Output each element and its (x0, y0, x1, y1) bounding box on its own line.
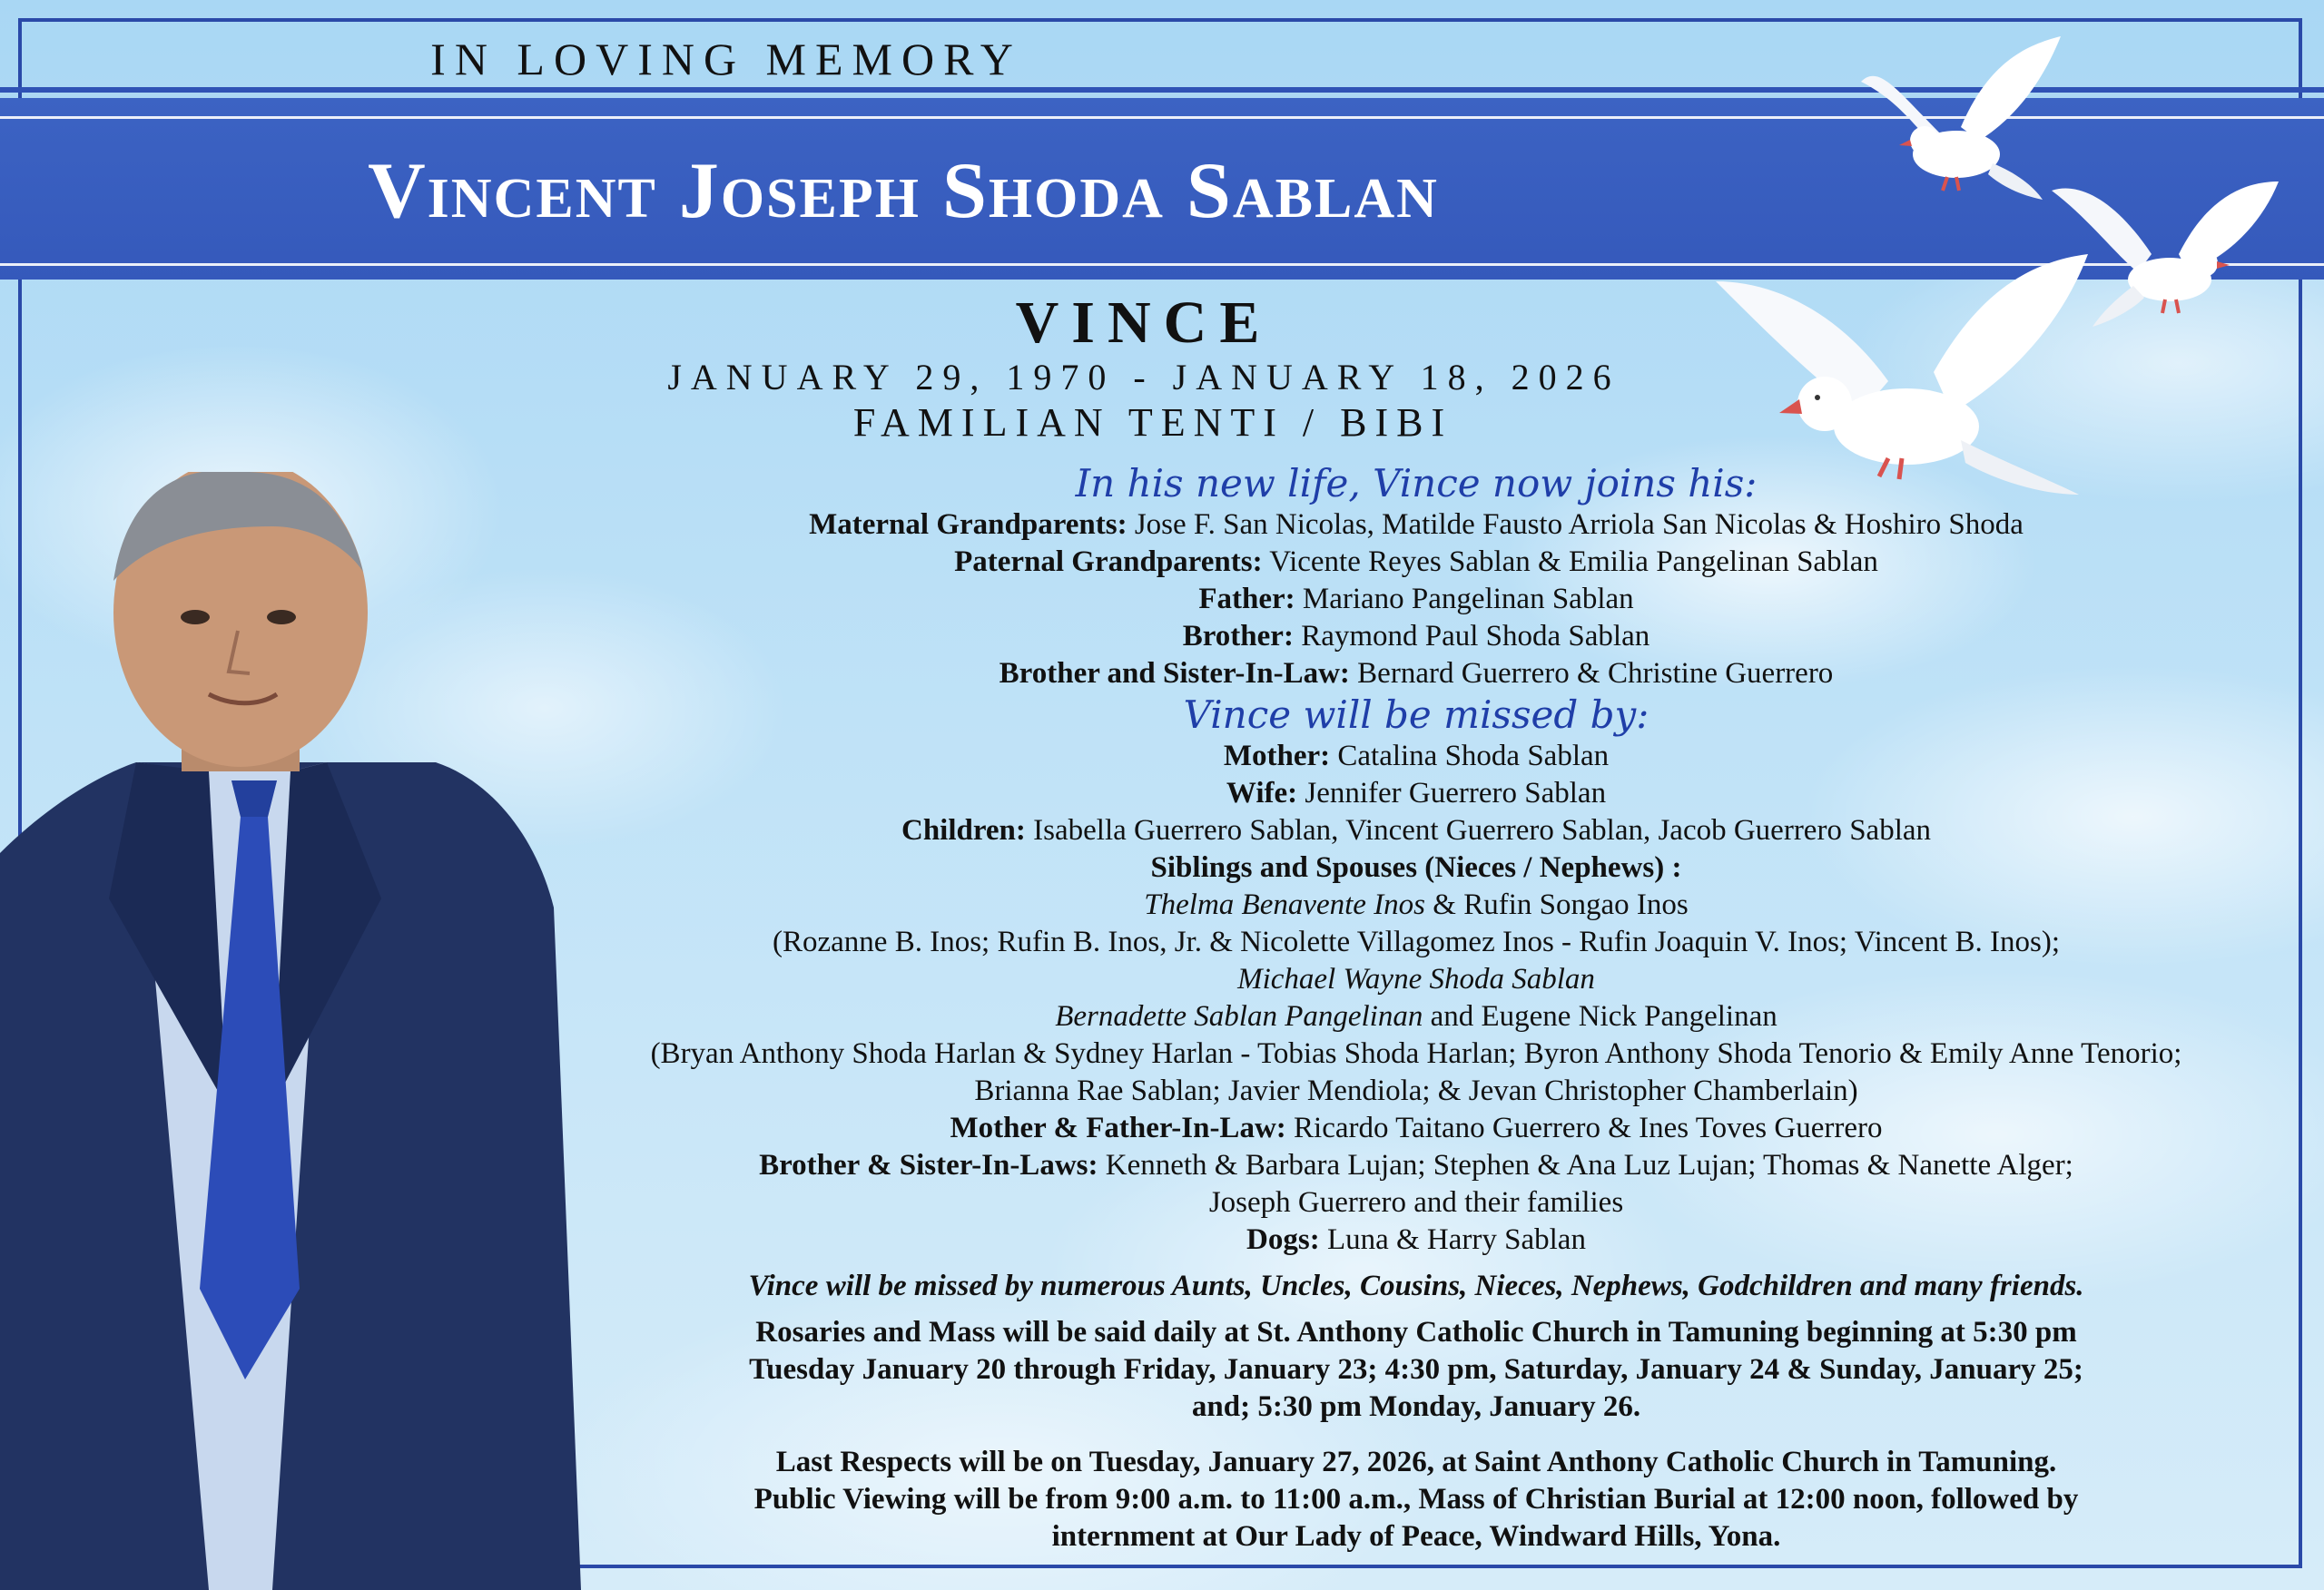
last-respects-line-1: Last Respects will be on Tuesday, January 27, 2026, at Saint Anthony Catholic Church in Tamuning. (775, 1446, 2057, 1478)
rosary-line-2: Tuesday January 20 through Friday, January 23; 4:30 pm, Saturday, January 24 & Sunday, January 25; (749, 1353, 2083, 1386)
siblings-heading-line (545, 849, 2288, 887)
dogs-value: Luna & Harry Sablan (1319, 1223, 1586, 1256)
father-line (545, 581, 2288, 618)
bsils-label: Brother & Sister-In-Laws: (759, 1149, 1098, 1182)
survivors-heading: Vince will be missed by: (1183, 692, 1649, 737)
mother-value: Catalina Shoda Sablan (1330, 740, 1610, 772)
father-value: Mariano Pangelinan Sablan (1295, 583, 1634, 615)
rosary-line-3: and; 5:30 pm Monday, January 26. (1191, 1390, 1641, 1423)
maternal-label: Maternal Grandparents: (809, 508, 1128, 541)
siblings-label: Siblings and Spouses (Nieces / Nephews) : (1150, 851, 1682, 884)
spacer (545, 1259, 2288, 1268)
paternal-grandparents-line (545, 544, 2288, 581)
spacer (545, 1305, 2288, 1314)
paternal-label: Paternal Grandparents: (954, 545, 1263, 578)
in-loving-memory-label: IN LOVING MEMORY (430, 34, 1022, 84)
sibling-1-line (545, 887, 2288, 924)
brother-value: Raymond Paul Shoda Sablan (1293, 620, 1650, 653)
children-line (545, 812, 2288, 849)
bsil-value: Bernard Guerrero & Christine Guerrero (1349, 657, 1834, 690)
maternal-grandparents-line (545, 506, 2288, 544)
sibling-3-children-1: (Bryan Anthony Shoda Harlan & Sydney Harlan - Tobias Shoda Harlan; Byron Anthony Shoda Tenorio & Emily Anne Tenorio; (650, 1037, 2182, 1070)
children-value: Isabella Guerrero Sablan, Vincent Guerrero Sablan, Jacob Guerrero Sablan (1025, 814, 1932, 847)
sibling-3-spouse: and Eugene Nick Pangelinan (1423, 1000, 1777, 1033)
missed-by-note: Vince will be missed by numerous Aunts, Uncles, Cousins, Nieces, Nephews, Godchildren and many friends. (748, 1270, 2084, 1302)
preceded-heading: In his new life, Vince now joins his: (1075, 461, 1758, 505)
in-laws-label: Mother & Father-In-Law: (950, 1112, 1286, 1144)
father-label: Father: (1198, 583, 1295, 615)
in-laws-value: Ricardo Taitano Guerrero & Ines Toves Guerrero (1285, 1112, 1883, 1144)
brother-line (545, 618, 2288, 655)
family-name: FAMILIAN TENTI / BIBI (852, 400, 1453, 445)
life-dates: JANUARY 29, 1970 - JANUARY 18, 2026 (667, 357, 1620, 398)
in-laws-line (545, 1110, 2288, 1147)
children-label: Children: (901, 814, 1026, 847)
wife-value: Jennifer Guerrero Sablan (1297, 777, 1607, 810)
paternal-value: Vicente Reyes Sablan & Emilia Pangelinan Sablan (1262, 545, 1878, 578)
brother-label: Brother: (1182, 620, 1294, 653)
sibling-1-name: Thelma Benavente Inos (1144, 888, 1426, 921)
wife-label: Wife: (1226, 777, 1298, 810)
last-respects-line-2: Public Viewing will be from 9:00 a.m. to 11:00 a.m., Mass of Christian Burial at 12:00 noon, followed by (753, 1483, 2079, 1516)
deceased-full-name-text: Vincent Joseph Shoda Sablan (368, 147, 1439, 235)
sibling-3-children-2: Brianna Rae Sablan; Javier Mendiola; & Jevan Christopher Chamberlain) (974, 1075, 1858, 1107)
portrait-photo (0, 472, 590, 1590)
sibling-2-line (545, 961, 2288, 998)
mother-label: Mother: (1223, 740, 1331, 772)
nickname: VINCE (1015, 290, 1273, 356)
mother-line (545, 738, 2288, 775)
obituary-body (545, 461, 2288, 1556)
sibling-3-name: Bernadette Sablan Pangelinan (1055, 1000, 1423, 1033)
dogs-label: Dogs: (1246, 1223, 1320, 1256)
rosary-line-1: Rosaries and Mass will be said daily at St. Anthony Catholic Church in Tamuning beginning at 5:30 pm (755, 1316, 2077, 1349)
spacer (545, 1426, 2288, 1444)
wife-line (545, 775, 2288, 812)
brother-sister-in-law-line (545, 655, 2288, 692)
sibling-2-name: Michael Wayne Shoda Sablan (1237, 963, 1595, 996)
maternal-value: Jose F. San Nicolas, Matilde Fausto Arriola San Nicolas & Hoshiro Shoda (1127, 508, 2024, 541)
brother-sister-in-laws-line (545, 1147, 2288, 1184)
sibling-1-spouse: & Rufin Songao Inos (1425, 888, 1689, 921)
sibling-1-children: (Rozanne B. Inos; Rufin B. Inos, Jr. & Nicolette Villagomez Inos - Rufin Joaquin V. Inos; Vincent B. Inos); (773, 926, 2060, 958)
brother-sister-in-laws-line-2: Joseph Guerrero and their families (1208, 1186, 1624, 1219)
bsil-label: Brother and Sister-In-Law: (999, 657, 1350, 690)
last-respects-line-3: internment at Our Lady of Peace, Windward Hills, Yona. (1051, 1520, 1781, 1553)
sibling-3-line (545, 998, 2288, 1035)
dogs-line (545, 1222, 2288, 1259)
bsils-value: Kenneth & Barbara Lujan; Stephen & Ana Luz Lujan; Thomas & Nanette Alger; (1098, 1149, 2073, 1182)
